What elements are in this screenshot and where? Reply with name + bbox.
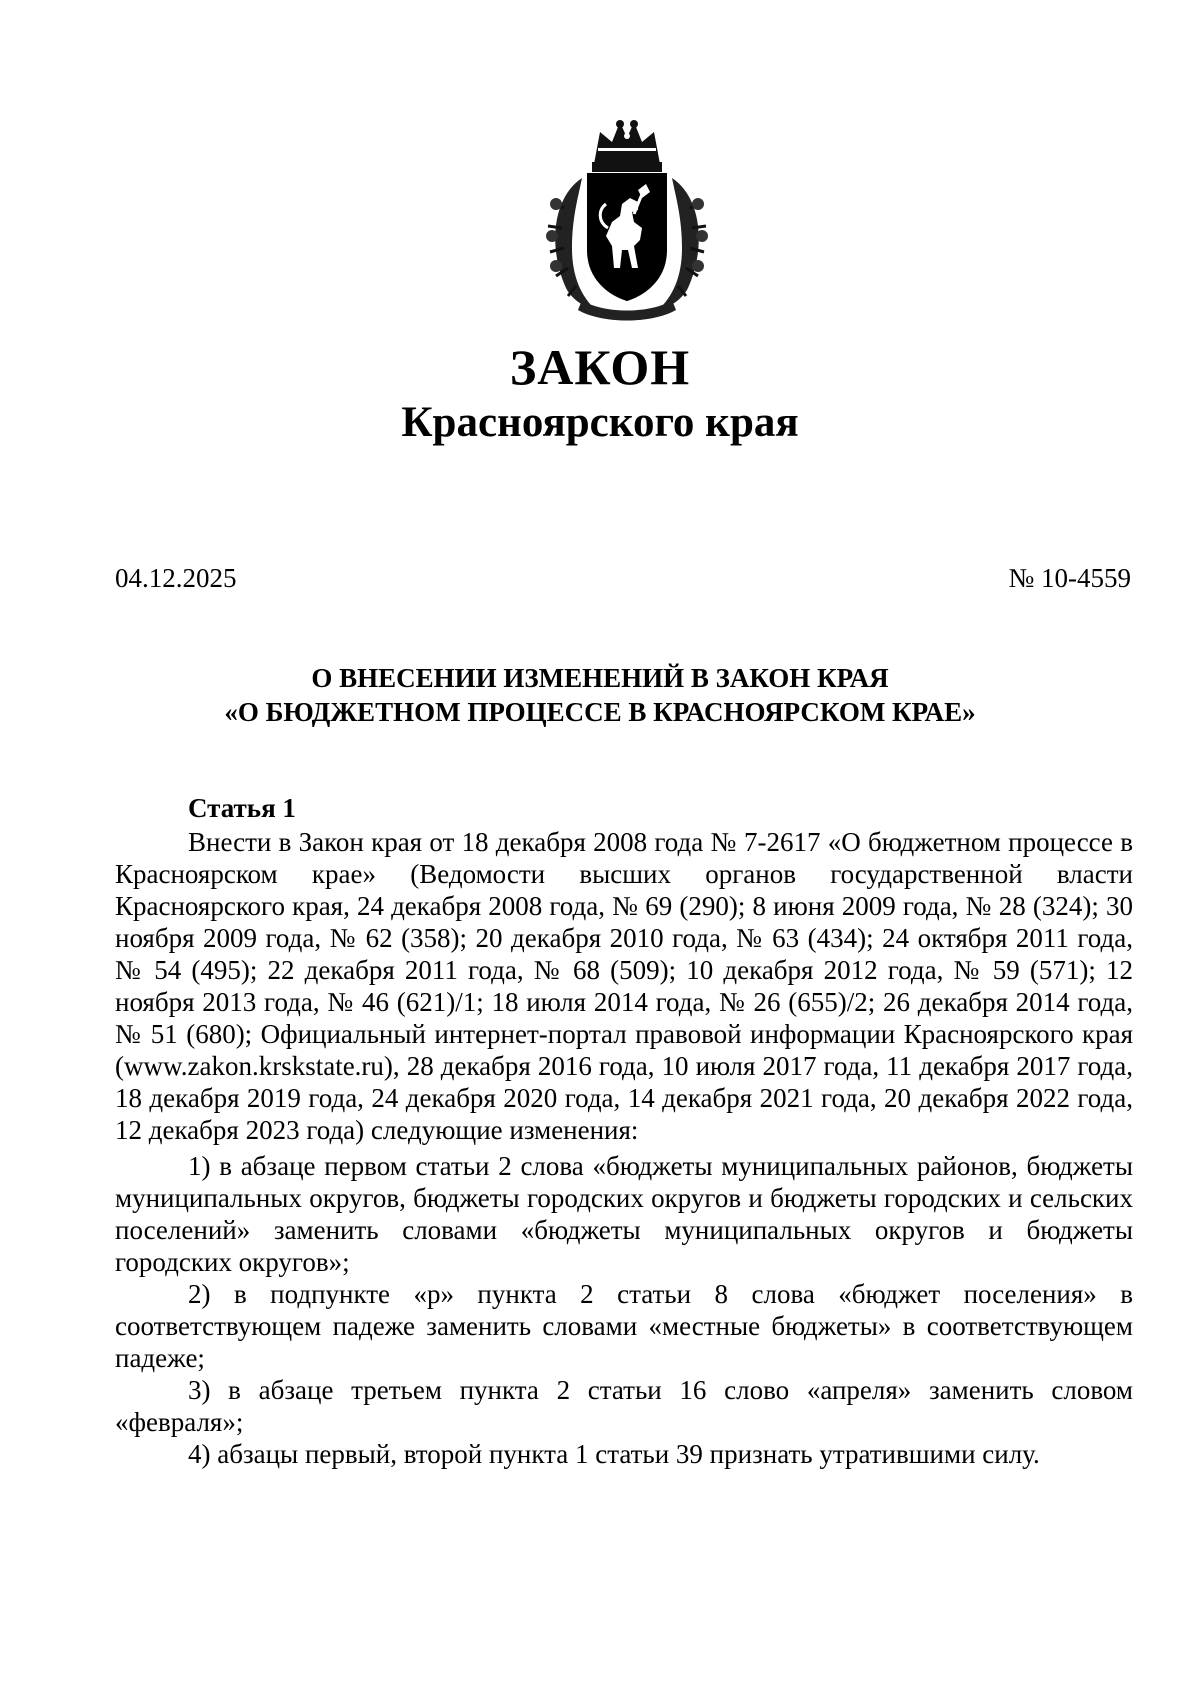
law-heading-line-1: О ВНЕСЕНИИ ИЗМЕНЕНИЙ В ЗАКОН КРАЯ — [311, 663, 889, 693]
list-item: 2) в подпункте «р» пункта 2 статьи 8 слова «бюджет поселения» в соответствующем падеже заменить словами «местные бюджеты» в соответствующем падеже; — [115, 1279, 1133, 1373]
article-title: Статья 1 — [188, 793, 296, 823]
document-title: ЗАКОН — [509, 339, 691, 395]
document-date: 04.12.2025 — [115, 563, 237, 593]
document-subtitle: Красноярского края — [401, 399, 799, 446]
amendment-list — [115, 1150, 1133, 1470]
list-item: 3) в абзаце третьем пункта 2 статьи 16 слово «апреля» заменить словом «февраля»; — [115, 1375, 1133, 1437]
list-item: 1) в абзаце первом статьи 2 слова «бюджеты муниципальных районов, бюджеты муниципальных округов, бюджеты городских округов и бюджеты городских и сельских поселений» заменить словами «бюджеты муниципальных округов и бюджеты городских округов»; — [115, 1151, 1133, 1277]
article-body — [115, 826, 1133, 1146]
article-paragraph: Внести в Закон края от 18 декабря 2008 года № 7-2617 «О бюджетном процессе в Красноярском крае» (Ведомости высших органов государственной власти Красноярского края, 24 декабря 2008 года, № 69 (290); 8 июня 2009 года, № 28 (324); 30 ноября 2009 года, № 62 (358); 20 декабря 2010 года, № 63 (434); 24 октября 2011 года, № 54 (495); 22 декабря 2011 года, № 68 (509); 10 декабря 2012 года, № 59 (571); 12 ноября 2013 года, № 46 (621)/1; 18 июля 2014 года, № 26 (655)/2; 26 декабря 2014 года, № 51 (680); Официальный интернет-портал правовой информации Красноярского края (www.zakon.krskstate.ru), 28 декабря 2016 года, 10 июля 2017 года, 11 декабря 2017 года, 18 декабря 2019 года, 24 декабря 2020 года, 14 декабря 2021 года, 20 декабря 2022 года, 12 декабря 2023 года) следующие изменения: — [115, 827, 1133, 1145]
coat-of-arms-icon — [542, 118, 712, 324]
document-number: № 10-4559 — [1008, 563, 1131, 593]
list-item: 4) абзацы первый, второй пункта 1 статьи 39 признать утратившими силу. — [188, 1439, 1040, 1469]
law-heading-line-2: «О БЮДЖЕТНОМ ПРОЦЕССЕ В КРАСНОЯРСКОМ КРАЕ» — [224, 697, 976, 727]
